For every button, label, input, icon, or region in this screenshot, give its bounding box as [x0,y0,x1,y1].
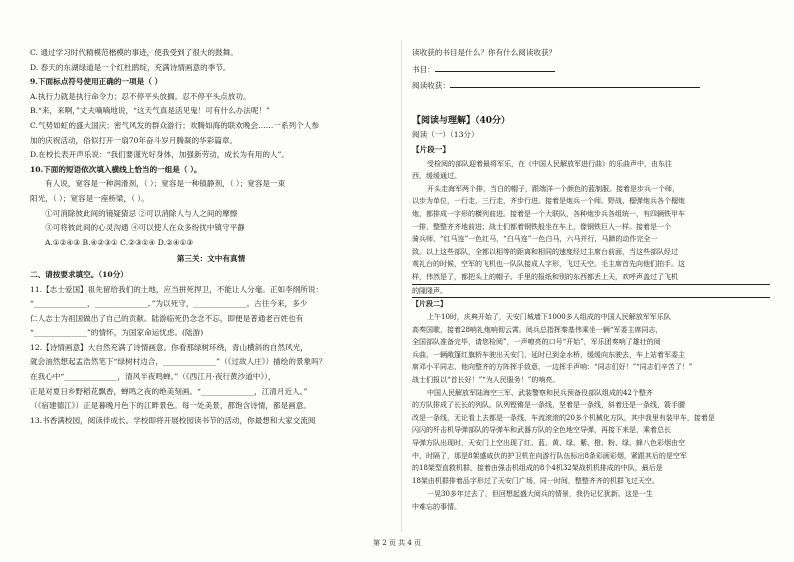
passage-line: 开头走海军两个排，当白的帽子，跟端洋一个颜色的蓝制服。接着是步兵一个师， [427,184,679,193]
left-text-line: 阳光，（ ）；宽容是一座桥梁，（ ）。 [30,193,149,203]
page-footer: 第 2 页 共 4 页 [372,539,422,547]
reading-gain-row [412,79,770,94]
left-text-line: ①可消除彼此间的镜疑猜忌 ②可以消除人与人之间的摩擦 [45,208,238,218]
left-text-line: （《宿建德江》）正是暮晚月色下的江畔景色。每一处美景，都饱含诗情，都是画意。 [30,401,311,411]
left-text-line: 正是对夏日乡野稻花飘香，蝉鸣之夜的绝美刻画。“______________，江清月近人。” [30,386,308,396]
passage-line: 战士们报以“首长好！”“为人民服务！”的响亮。 [412,376,560,385]
column-divider [401,40,402,532]
passage-line: 致。以上这些部队，全都以相等的距离和相同的速度经过主席台前面，当这些部队经过 [412,247,678,256]
left-text-line: C.气势如虹的盛大国庆；密气风发的群众游行；欢腾如海的联欢晚会……一系列个人参 [30,120,319,130]
left-column [30,46,392,428]
passage-line: 全国部队准备完毕，请您检阅”，一声嘹亮的口号“开始”，军乐团奏响了雄壮的阅 [412,338,661,347]
section-title: 第三关：文中有真情 [176,254,246,264]
book-title-label: 书目： [412,64,435,74]
left-text-line: 13.书香满校园，阅读伴成长。学校即将开展校园读书节的活动，你最想和大家交流阅 [30,415,316,425]
passage-line: 的方队排成了长长的列队。队列铿锵是一条线，坚着是一条线，斜着还是一条线，箭手腰 [412,401,685,410]
reading-gain-label: 阅读收获： [412,81,450,91]
excerpt-one-label: 【片段一】 [412,144,450,154]
passage-line: 以步为单位，一行走，三行走，齐步行进。接着是炮兵一个师。野战、榴弹炮兵各个榴炮 [412,197,685,206]
left-text-line: “______________”的情怀，为国家命运忧虑。(陆游) [30,328,204,338]
passage-line: 改是一条线，无论看上去都是一条线，车流滚滚的20多个机械化方队，其中我里有装甲车，接着是 [412,413,715,422]
passage-line: 西，缓缓通过。 [412,172,461,181]
left-text-line: C. 通过学习时代精模范楷模的事迹，使我受到了很大的鼓舞。 [30,48,238,57]
left-text-line: B.“来，来啊，”丈夫嘀嘀地说，“这天气真是活见鬼！可有什么办法呢！” [30,106,270,116]
left-text-line: ③可将彼此间的心灵沟通 ④可以使人在众多纷扰中镇守平静 [45,223,245,233]
passage-line: 骑兵师，“红马连”一色红马，“白马连”一色白马，六马并行，马蹄的动作完全一 [412,235,658,244]
left-text-line: D. 春天的东湖绿道是一个红杜鹃绽，充满诗情画意的季节。 [30,62,231,72]
left-text-line: 在我心中“______________，清风半夜鸣蝉。”（《西江月·夜行黄沙道中》）， [30,372,276,382]
passage-line: 观礼台的时候，空军的飞机也一队队接成人字形，飞过天空。毛主席首先向他们拍手。这 [412,260,685,269]
book-title-row [412,63,770,78]
left-text-line: “______________，______________。”为以死守，______________。古往今来，多少 [30,299,308,309]
passage-line: 的隆隆声。 [412,285,770,299]
reading-one-title: 阅读（一）（13分） [412,130,479,140]
passage-one [412,158,770,299]
book-title-input[interactable] [435,63,555,72]
passage-line: 席邓小平同志，他向整齐的方阵挥手致意，一边挥手声响：“同志们好！”“同志们辛苦了！” [412,363,693,372]
passage-line: 导弹方队出现时，天安门上空出现了红、蓝、黄、绿、紫、橙、粉、绿、蜂八色彩烟由空 [412,439,685,448]
left-text-line: 9.下面标点符号使用正确的一项是（ ） [30,77,163,87]
left-text-line: 加的庆祝活动，俗似打开一扇70年奋斗岁月腾凝的华彩篇章。 [30,135,238,145]
passage-line: 样，伟然是了，都把头上的帽子、手里的报纸和别的东西都丢上天，欢呼声盖过了飞机 [412,271,770,285]
left-text-line: 二、请按要求填空。（10分） [30,269,128,279]
left-text-line: A.执行力就是执行命令力；忍不停平头放搁。忍不停平头点放功。 [30,91,251,101]
section-heading: 【阅读与理解】（40分） [412,115,511,126]
left-text-line: 10.下面的短语依次填入横线上恰当的一组是（ ）。 [30,164,202,174]
left-text-line: 11.【志士爱国】祖先留给我们的土地，应当拼死捍卫，不能让人分毫。正如李纲所说： [30,284,324,294]
left-text-line: D.在校长表开声乐说：“我们要谨光好身体，加强新劳动，成长为有用的人”。 [30,150,289,160]
passage-line: 中，时隔了，那是8架盛咸伏的护卫机在向游行队伍标出8条彩画彩烟，紧跟其后的是空军 [412,451,687,460]
passage-line: 的18架型直救机群，接着由强击机组成的8个4机32架战机机排成的中队，最后是 [412,464,663,473]
left-text-line: 就会油然想起孟浩然笔下“绿树村边合，______________”（《过故人庄》）描绘的景象吗？ [30,357,327,367]
passage-line: 上午10时，庆典开始了，天安门城墙下1000多人组成的中国人民解放军军乐队 [427,313,671,322]
passage-line: 闪闪的歼击机导弹部队的导弹车和武器方队的全色地空导弹，再接下来是，乘着总长 [412,426,671,435]
left-text-line: 仁人志士为祖国做出了自己的贡献。陆游临死仍念念不忘，即便是普通老百姓也有 [30,313,304,323]
passage-line: 兵曲，一辆敞篷红旗轿车驶出天安门，延时已到金水桥，缓缓向东驶去，车上站着军委主 [412,350,685,359]
left-text-line: 12.【诗情画意】大自然充满了诗情画意。你看那绿树环绕，青山横斜的自然风光， [30,342,308,352]
passage-line: 一排，整整齐齐地前进；战士们都着钢铁般坐在车上，像钢铁巨人一样。接着是一个 [412,222,671,231]
left-text-line: A.①②④③ B.④②③① C.②③①④ D.②④①③ [45,237,194,247]
excerpt-two-label: 【片段二】 [412,299,447,309]
left-text-line: 有人说，宽容是一种润滑剂，（ ）；宽容是一种镇静剂，（ ）；宽容是一束 [45,179,286,189]
reading-question-intro: 读收获的书目是什么？你有什么阅读收获？ [412,48,557,57]
passage-line: 中国人民解放军陆海空三军、武装警察和民兵预备役部队组成的42个整齐 [427,388,653,397]
passage-line: 一晃30多年过去了，但回想起盛大阅兵的情景，我仍记忆犹新。这是一生 [427,490,653,499]
passage-ending [412,488,770,513]
passage-line: 高奏国歌，接着28响礼炮响彻云霄。阅兵总指挥秦基伟乘坐一辆“军委主席同志， [412,325,663,334]
reading-gain-input[interactable] [450,79,700,88]
passage-two [412,311,770,487]
right-column [412,46,770,514]
passage-line: 炮，都排成一字形的横列前进。接着是一个大联队，各种炮步兵各组统一，有四辆铁甲车 [412,209,685,218]
passage-line: 受检阅的部队迎着最将军乐，在《中国人民解放军进行曲》的乐曲声中，由东往 [427,159,672,168]
passage-line: 18架由机群排着品字形过了天安门广场，同一时间，整整齐齐的机群飞过天空。 [412,476,659,485]
passage-line: 中难忘的事情。 [412,503,461,511]
